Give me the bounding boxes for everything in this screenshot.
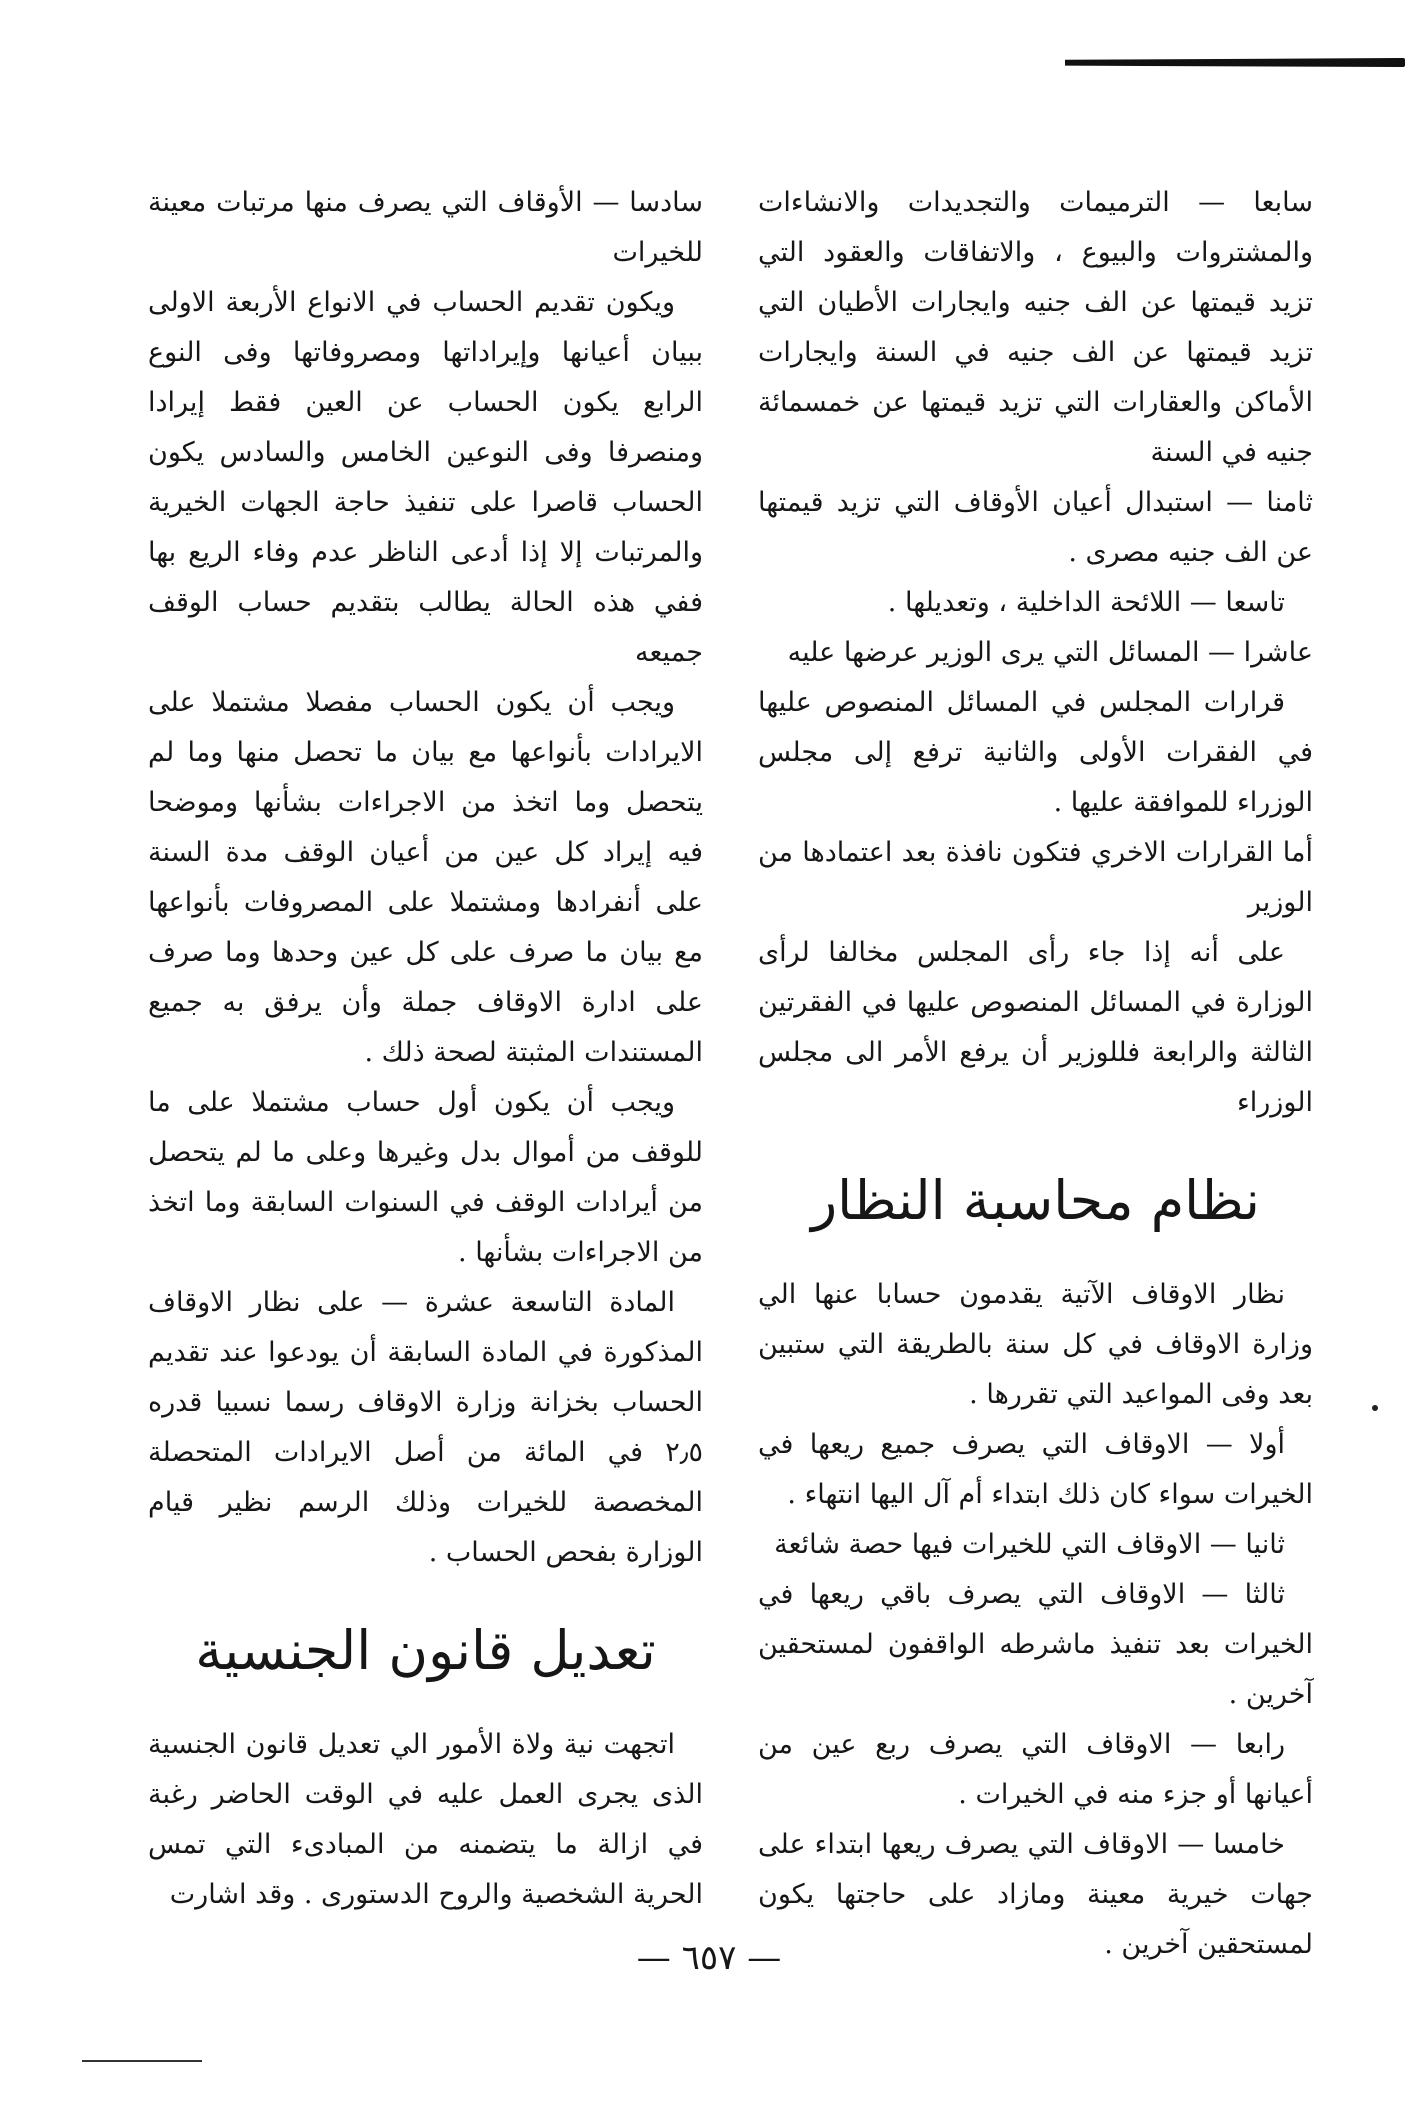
paragraph-sixth: سادسا — الأوقاف التي يصرف منها مرتبات معينة للخيرات <box>148 187 703 268</box>
paragraph-trustees: نظار الاوقاف الآتية يقدمون حسابا عنها الي وزارة الاوقاف في كل سنة بالطريقة التي ستبين بعد وفى المواعيد التي تقررها . <box>758 1279 1313 1410</box>
paragraph-account-details: ويجب أن يكون الحساب مفصلا مشتملا على الايرادات بأنواعها مع بيان ما تحصل منها وما لم يتحصل وما اتخذ من الاجراءات بشأنها وموضحا فيه إيراد كل عين من أعيان الوقف مدة السنة على أنفرادها ومشتملا على المصروفات بأنواعها مع بيان ما صرف على كل عين وحدها وما صرف على ادارة الاوقاف جملة وأن يرفق به جميع المستندات المثبتة لصحة ذلك . <box>148 687 703 1068</box>
bottom-rule <box>82 2060 202 2062</box>
margin-dot <box>1372 1405 1378 1411</box>
page-number: — ٦٥٧ — <box>636 1938 782 1978</box>
paragraph-tenth: عاشرا — المسائل التي يرى الوزير عرضها عليه <box>787 637 1313 668</box>
paragraph-first-account: ويجب أن يكون أول حساب مشتملا على ما للوقف من أموال بدل وغيرها وعلى ما لم يتحصل من أيرادات الوقف في السنوات السابقة وما اتخذ من الاجراءات بشأنها . <box>148 1087 703 1268</box>
section-heading-nationality: تعديل قانون الجنسية <box>195 1619 656 1682</box>
top-rule <box>1065 58 1405 67</box>
paragraph-third: ثالثا — الاوقاف التي يصرف باقي ريعها في الخيرات بعد تنفيذ ماشرطه الواقفون لمستحقين آخرين . <box>758 1579 1313 1710</box>
paragraph-council-decisions: قرارات المجلس في المسائل المنصوص عليها في الفقرات الأولى والثانية ترفع إلى مجلس الوزراء للموافقة عليها . <box>758 687 1313 818</box>
paragraph-fifth: خامسا — الاوقاف التي يصرف ريعها ابتداء على جهات خيرية معينة ومازاد على حاجتها يكون لمستحقين آخرين . <box>758 1829 1313 1960</box>
paragraph-ninth: تاسعا — اللائحة الداخلية ، وتعديلها . <box>887 587 1285 618</box>
right-column <box>758 178 1313 1970</box>
paragraph-other-decisions: أما القرارات الاخري فتكون نافذة بعد اعتمادها من الوزير <box>758 837 1313 918</box>
paragraph-first: أولا — الاوقاف التي يصرف جميع ريعها في الخيرات سواء كان ذلك ابتداء أم آل اليها انتهاء . <box>758 1429 1313 1510</box>
section-heading-accounting: نظام محاسبة النظار <box>811 1169 1260 1232</box>
paragraph-disagreement: على أنه إذا جاء رأى المجلس مخالفا لرأى الوزارة في المسائل المنصوص عليها في الفقرتين الثالثة والرابعة فللوزير أن يرفع الأمر الى مجلس الوزراء <box>758 937 1313 1118</box>
paragraph-nationality-intro: اتجهت نية ولاة الأمور الي تعديل قانون الجنسية الذى يجرى العمل عليه في الوقت الحاضر رغبة في ازالة ما يتضمنه من المبادىء التي تمس الحرية الشخصية والروح الدستورى . وقد اشارت <box>148 1729 703 1910</box>
paragraph-fourth: رابعا — الاوقاف التي يصرف ربع عين من أعيانها أو جزء منه في الخيرات . <box>758 1729 1313 1810</box>
left-column <box>148 178 703 1920</box>
paragraph-article-19: المادة التاسعة عشرة — على نظار الاوقاف المذكورة في المادة السابقة أن يودعوا عند تقديم الحساب بخزانة وزارة الاوقاف رسما نسبيا قدره ٢٫٥ في المائة من أصل الايرادات المتحصلة المخصصة للخيرات وذلك الرسم نظير قيام الوزارة بفحص الحساب . <box>148 1287 703 1568</box>
paragraph-eighth: ثامنا — استبدال أعيان الأوقاف التي تزيد قيمتها عن الف جنيه مصرى . <box>758 487 1313 568</box>
paragraph-account-types: ويكون تقديم الحساب في الانواع الأربعة الاولى ببيان أعيانها وإيراداتها ومصروفاتها وفى النوع الرابع يكون الحساب عن العين فقط إيرادا ومنصرفا وفى النوعين الخامس والسادس يكون الحساب قاصرا على تنفيذ حاجة الجهات الخيرية والمرتبات إلا إذا أدعى الناظر عدم وفاء الريع بها ففي هذه الحالة يطالب بتقديم حساب الوقف جميعه <box>148 287 703 668</box>
paragraph-second: ثانيا — الاوقاف التي للخيرات فيها حصة شائعة <box>774 1529 1285 1560</box>
paragraph-seventh: سابعا — الترميمات والتجديدات والانشاءات والمشتروات والبيوع ، والاتفاقات والعقود التي تزيد قيمتها عن الف جنيه وايجارات الأطيان التي تزيد قيمتها عن الف جنيه في السنة وايجارات الأماكن والعقارات التي تزيد قيمتها عن خمسمائة جنيه في السنة <box>758 187 1313 468</box>
